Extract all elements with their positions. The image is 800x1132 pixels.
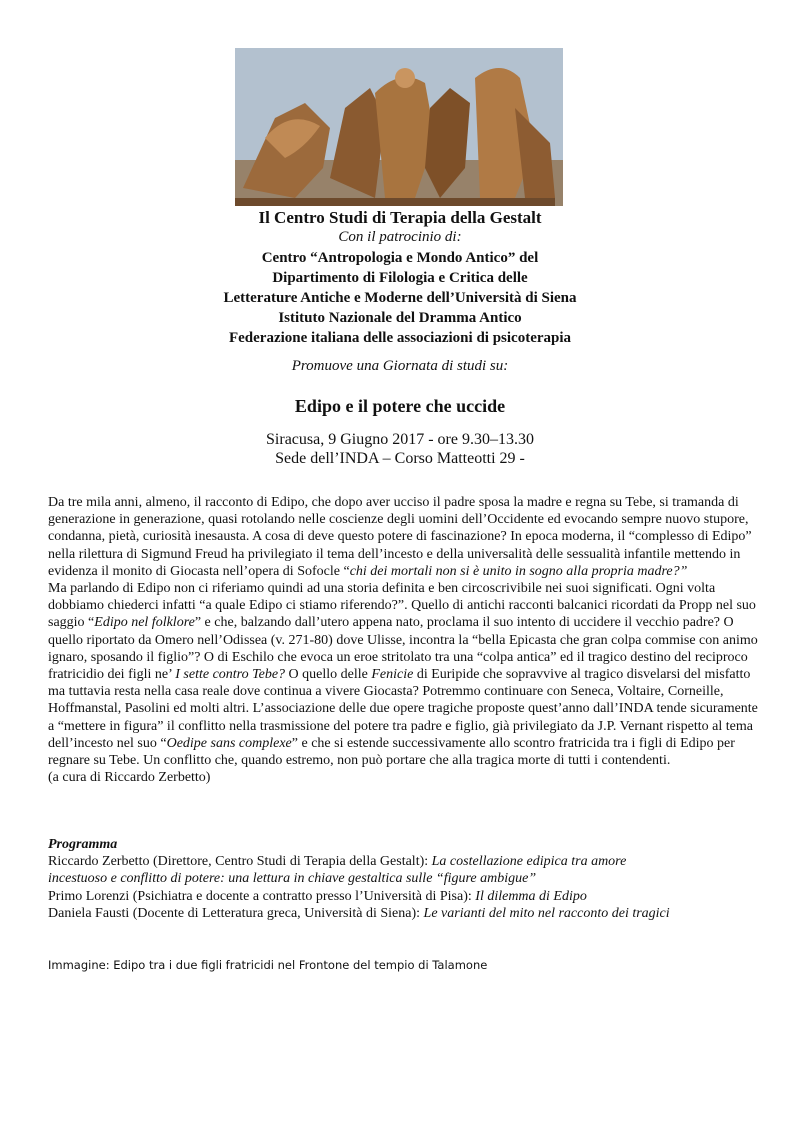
event-title: Edipo e il potere che uccide (294, 396, 506, 416)
program-item (48, 888, 760, 905)
event-details (0, 430, 800, 468)
talk-title: Le varianti del mito nel racconto dei tragici (423, 905, 670, 921)
talk-title: Il dilemma di Edipo (475, 888, 587, 904)
image-caption: Immagine: Edipo tra i due figli fratricidi nel Frontone del tempio di Talamone (48, 958, 488, 972)
paragraph-2 (48, 580, 760, 769)
program-item (48, 905, 760, 922)
program-item (48, 853, 760, 870)
text-run: Ma parlando di Edipo non ci riferiamo quindi ad una storia definita e ben circoscrivibile nei suoi significati. Ogni volta dobbiamo chiederci infatti “a quale Edipo ci stiamo riferendo?”. Quello di antichi racconti balcanici ricordati da Propp nel suo saggio “ (48, 581, 756, 631)
program-heading: Programma (48, 837, 118, 852)
promotes-line: Promuove una Giornata di studi su: (291, 358, 509, 374)
program-item-continued (48, 870, 760, 887)
speaker: Daniela Fausti (Docente di Letteratura greca, Università di Siena): (48, 905, 424, 921)
quote-run: chi dei mortali non si è unito in sogno alla propria madre?” (349, 563, 688, 579)
text-run: O quello delle (285, 667, 372, 683)
description-text (48, 494, 760, 786)
patron-line: Federazione italiana delle associazioni di psicoterapia (228, 330, 572, 346)
text-run: Da tre mila anni, almeno, il racconto di Edipo, che dopo aver ucciso il padre sposa la madre e regna su Tebe, si tramanda di generazione in generazione, quasi rotolando nelle coscienze degli uomini dell’Occidente ed evocando sempre nuovo stupore, condanna, pietà, curiosità inesausta. A cosa di deve questo potere di fascinazione? In epoca moderna, il “complesso di Edipo” nella rilettura di Sigmund Freud ha privilegiato il tema dell’incesto e della universalità delle sessualità infantile mettendo in evidenza il monito di Giocasta nell’opera di Sofocle “ (48, 495, 752, 579)
text-run: di Euripide che sopravvive al tragico disvelarsi del misfatto ma tuttavia resta nella casa reale dove continua a vivere Giocasta? Potremmo continuare con Seneca, Voltaire, Corneille, Hoffmanstal, Pasolini ed molti altri. L’associazione delle due opere tragiche proposte quest’anno dall’INDA tende sicuramente a “mettere in figura” il conflitto nella trasmissione del potere tra padre e figlio, già privilegiato da J.P. Vernant rispetto al tema dell’incesto nel suo “ (48, 667, 758, 751)
patron-line: Istituto Nazionale del Dramma Antico (278, 310, 522, 326)
play-title: Fenicie (371, 667, 414, 683)
paragraph-1 (48, 494, 760, 580)
event-date: Siracusa, 9 Giugno 2017 - ore 9.30–13.30 (266, 431, 534, 448)
book-title: Oedipe sans complexe (166, 735, 292, 751)
speaker: Primo Lorenzi (Psichiatra e docente a contratto presso l’Università di Pisa): (48, 888, 476, 904)
patrons-list (0, 248, 800, 348)
patron-line: Dipartimento di Filologia e Critica delle (272, 270, 528, 286)
speaker: Riccardo Zerbetto (Direttore, Centro Studi di Terapia della Gestalt): (48, 854, 432, 870)
text-run: ” e che si estende successivamente allo scontro fratricida tra i figli di Edipo per regnare su Tebe. Un conflitto che, quando estremo, non può portare che alla tragica morte di tutti i contendenti. (48, 735, 735, 769)
pediment-relief-image (235, 48, 563, 206)
talk-title: incestuoso e conflitto di potere: una lettura in chiave gestaltica sulle “figure ambigue” (48, 871, 537, 887)
patron-line: Letterature Antiche e Moderne dell’Università di Siena (223, 290, 577, 306)
talk-title: La costellazione edipica tra amore (431, 854, 627, 870)
program-section (48, 836, 760, 922)
text-run: ” e che, balzando dall’utero appena nato, proclama il suo intento di uccidere il vecchio padre? O quello riportato da Omero nell’Odissea (v. 271-80) dove Ulisse, incontra la “bella Epicasta che gran colpa commise con animo ignaro, sposando il figlio”? O di Eschilo che evoca un eroe stritolato tra una “colpa antica” ed il tragico destino del reciproco fratricidio dei figli ne’ (48, 615, 758, 683)
event-venue: Sede dell’INDA – Corso Matteotti 29 - (275, 450, 525, 467)
book-title: Edipo nel folklore (94, 615, 195, 631)
patronage-label: Con il patrocinio di: (338, 229, 462, 245)
organizer-title: Il Centro Studi di Terapia della Gestalt (258, 208, 542, 227)
play-title: I sette contro Tebe? (175, 667, 286, 683)
patron-line: Centro “Antropologia e Mondo Antico” del (261, 250, 539, 266)
credit-line: (a cura di Riccardo Zerbetto) (48, 770, 211, 786)
